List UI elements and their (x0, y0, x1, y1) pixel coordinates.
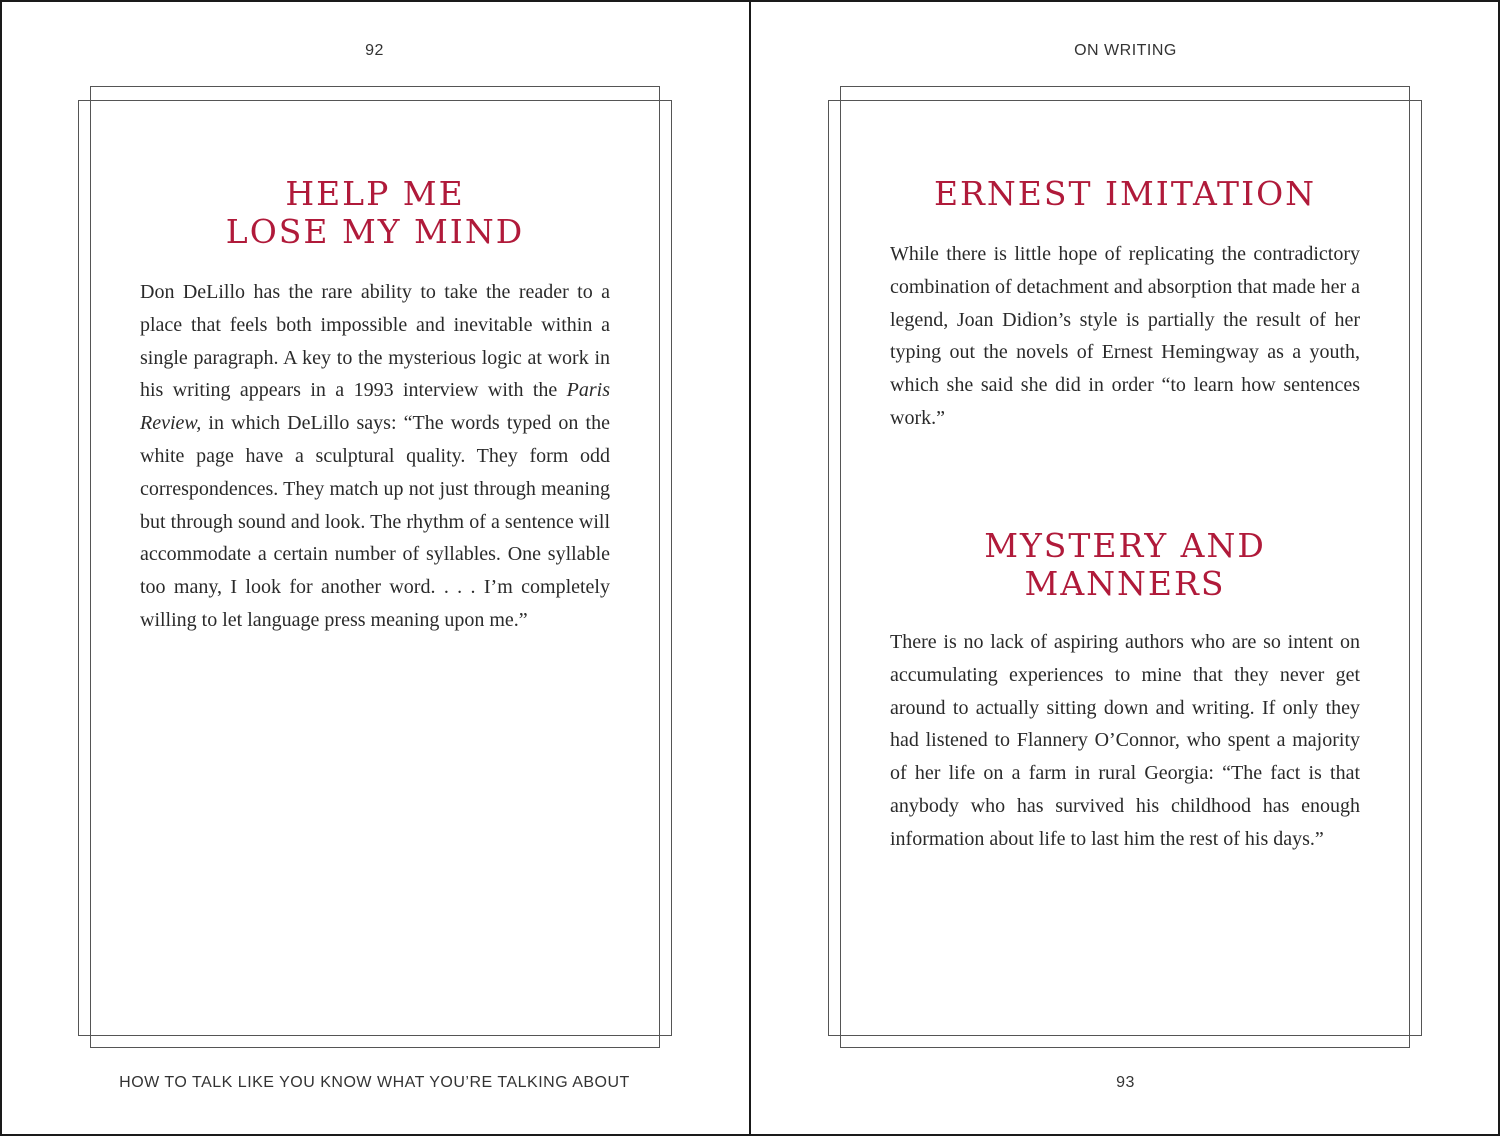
right-page (751, 0, 1500, 1136)
section-title (890, 527, 1360, 603)
section-title-line-1: HELP ME (285, 174, 465, 213)
section-body: While there is little hope of replicating the contradictory combination of detachment and absorption that made her a legend, Joan Didion’s style is partially the result of her typing out the novels of Ernest Hemingway as a youth, which she said she did in order “to learn how sentences work.” (890, 243, 1360, 429)
chapter-header: ON WRITING (1074, 42, 1177, 59)
section-title-line-2: MANNERS (1024, 564, 1226, 603)
left-page (0, 0, 749, 1136)
body-text-part-2: in which DeLillo says: “The words typed on the white page have a sculptural quality. They form odd correspondences. They match up not just through meaning but through sound and look. The rhythm of a sentence will accommodate a certain number of syllables. One syllable too many, I look for another word. . . . I’m completely willing to let language press meaning upon me.” (140, 412, 610, 631)
section-title-line-1: ERNEST IMITATION (933, 174, 1317, 213)
page-number: 92 (365, 42, 384, 59)
body-text-part-1: Don DeLillo has the rare ability to take the reader to a place that feels both impossible and inevitable within a single paragraph. A key to the mysterious logic at work in his writing appears in a 1993 interview with the (140, 281, 610, 402)
section-title-line-2: LOSE MY MIND (225, 212, 525, 251)
body-text-italic: Paris Review, (140, 379, 610, 435)
section-title (140, 175, 610, 251)
page-number: 93 (1116, 1074, 1135, 1091)
section-body: There is no lack of aspiring authors who are so intent on accumulating experiences to mine that they never get around to actually sitting down and writing. If only they had listened to Flannery O’Connor, who spent a majority of her life on a farm in rural Georgia: “The fact is that anybody who has survived his childhood has enough information about life to last him the rest of his days.” (890, 631, 1360, 850)
section-title (890, 175, 1360, 213)
book-title-footer: HOW TO TALK LIKE YOU KNOW WHAT YOU’RE TALKING ABOUT (119, 1074, 630, 1091)
section-body (140, 276, 610, 637)
section-title-line-1: MYSTERY AND (984, 526, 1266, 565)
